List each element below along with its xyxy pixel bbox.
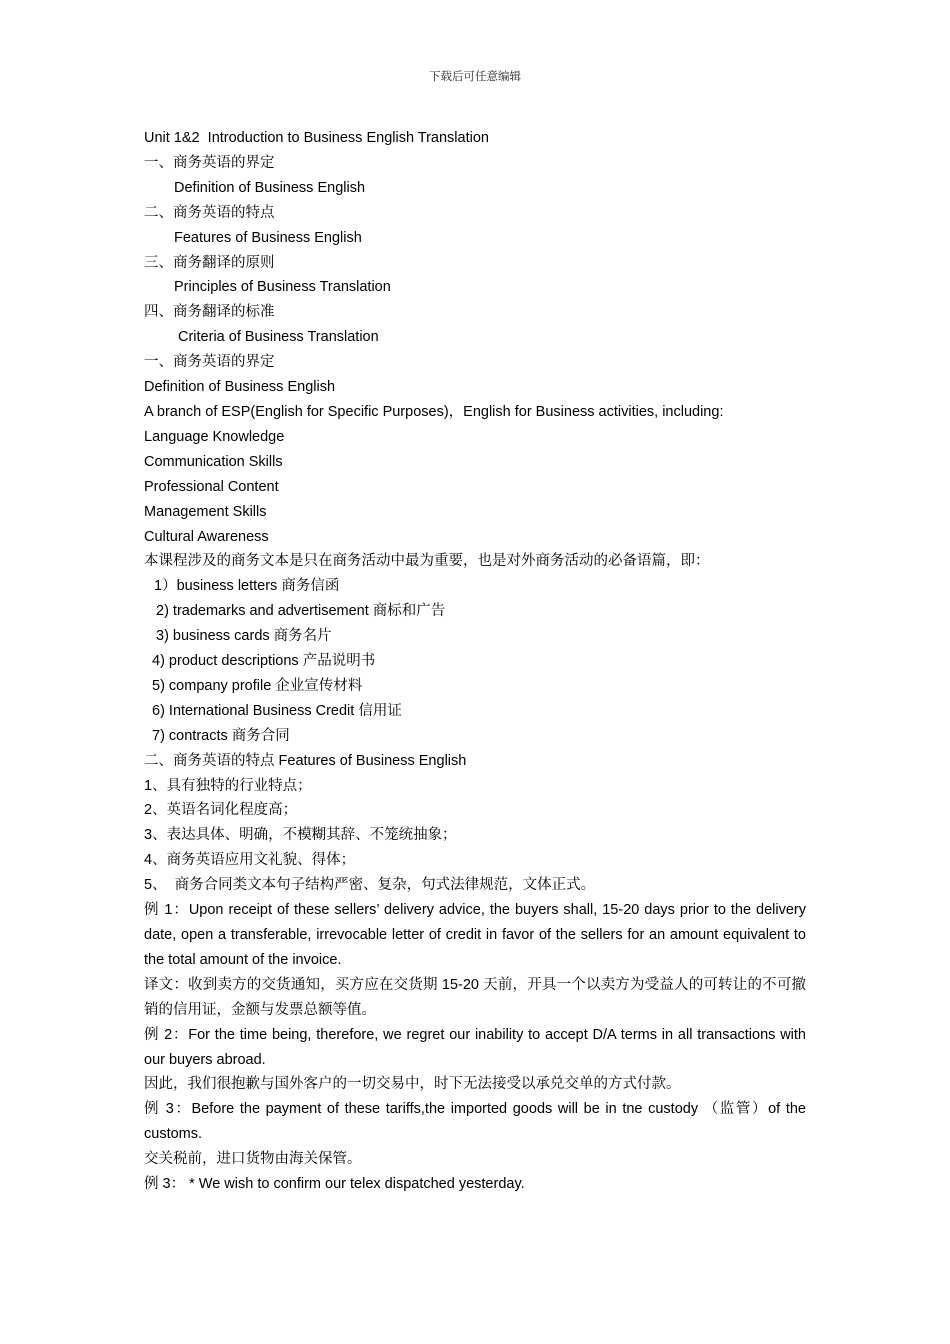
section1-intro: A branch of ESP(English for Specific Purposes)，English for Business activities, including: — [144, 403, 724, 420]
feature-item: 5、 商务合同类文本句子结构严密、复杂，句式法律规范，文体正式。 — [144, 877, 596, 894]
outline-item-4-cn: 四、商务翻译的标准 — [144, 304, 275, 321]
outline-item-2-cn: 二、商务英语的特点 — [144, 204, 275, 221]
translation-2: 因此，我们很抱歉与国外客户的一切交易中，时下无法接受以承兑交单的方式付款。 — [144, 1076, 681, 1093]
outline-item-1-cn: 一、商务英语的界定 — [144, 154, 275, 171]
component-item: Management Skills — [144, 503, 267, 520]
component-item: Communication Skills — [144, 453, 283, 470]
feature-item: 1、具有独特的行业特点； — [144, 777, 312, 794]
text-type-item: 5) company profile 企业宣传材料 — [152, 677, 363, 694]
text-type-item: 2) trademarks and advertisement 商标和广告 — [156, 603, 446, 620]
example-1: 例 1：Upon receipt of these sellers’ delivery advice, the buyers shall, 15-20 days prior to the delivery date, open a transferable, irrevocable letter of credit in favor of the sellers for an amount equivalent to the total amount of the invoice. — [144, 902, 806, 968]
outline-item-1-en: Definition of Business English — [174, 179, 366, 196]
section2-heading: 二、商务英语的特点 Features of Business English — [144, 752, 467, 769]
component-item: Professional Content — [144, 478, 279, 495]
text-type-item: 6) International Business Credit 信用证 — [152, 702, 402, 719]
section1-heading-en: Definition of Business English — [144, 379, 336, 396]
document-body — [144, 126, 806, 1197]
example-2: 例 2：For the time being, therefore, we regret our inability to accept D/A terms in all transactions with our buyers abroad. — [144, 1026, 806, 1068]
outline-item-2-en: Features of Business English — [174, 229, 362, 246]
text-type-item: 7) contracts 商务合同 — [152, 727, 290, 744]
feature-item: 3、表达具体、明确，不模糊其辞、不笼统抽象； — [144, 827, 457, 844]
text-type-item: 1）business letters 商务信函 — [154, 578, 340, 595]
texts-intro: 本课程涉及的商务文本是只在商务活动中最为重要，也是对外商务活动的必备语篇，即： — [144, 553, 710, 570]
example-4: 例 3： * We wish to confirm our telex dispatched yesterday. — [144, 1176, 525, 1193]
translation-3: 交关税前，进口货物由海关保管。 — [144, 1151, 362, 1168]
feature-item: 4、商务英语应用文礼貌、得体； — [144, 852, 356, 869]
outline-item-3-cn: 三、商务翻译的原则 — [144, 254, 275, 271]
feature-item: 2、英语名词化程度高； — [144, 802, 298, 819]
component-item: Cultural Awareness — [144, 528, 269, 545]
text-type-item: 4) product descriptions 产品说明书 — [152, 653, 376, 670]
outline-item-3-en: Principles of Business Translation — [174, 279, 391, 296]
example-3: 例 3：Before the payment of these tariffs,the imported goods will be in tne custody （监管）of the customs. — [144, 1101, 806, 1143]
outline-item-4-en: Criteria of Business Translation — [178, 329, 379, 346]
text-type-item: 3) business cards 商务名片 — [156, 628, 332, 645]
section1-heading-cn: 一、商务英语的界定 — [144, 354, 275, 371]
document-title: Unit 1&2 Introduction to Business English Translation — [144, 130, 489, 146]
component-item: Language Knowledge — [144, 428, 285, 445]
translation-1: 译文：收到卖方的交货通知，买方应在交货期 15-20 天前，开具一个以卖方为受益人的可转让的不可撤销的信用证，金额与发票总额等值。 — [144, 976, 806, 1018]
page-header: 下载后可任意编辑 — [429, 69, 521, 83]
